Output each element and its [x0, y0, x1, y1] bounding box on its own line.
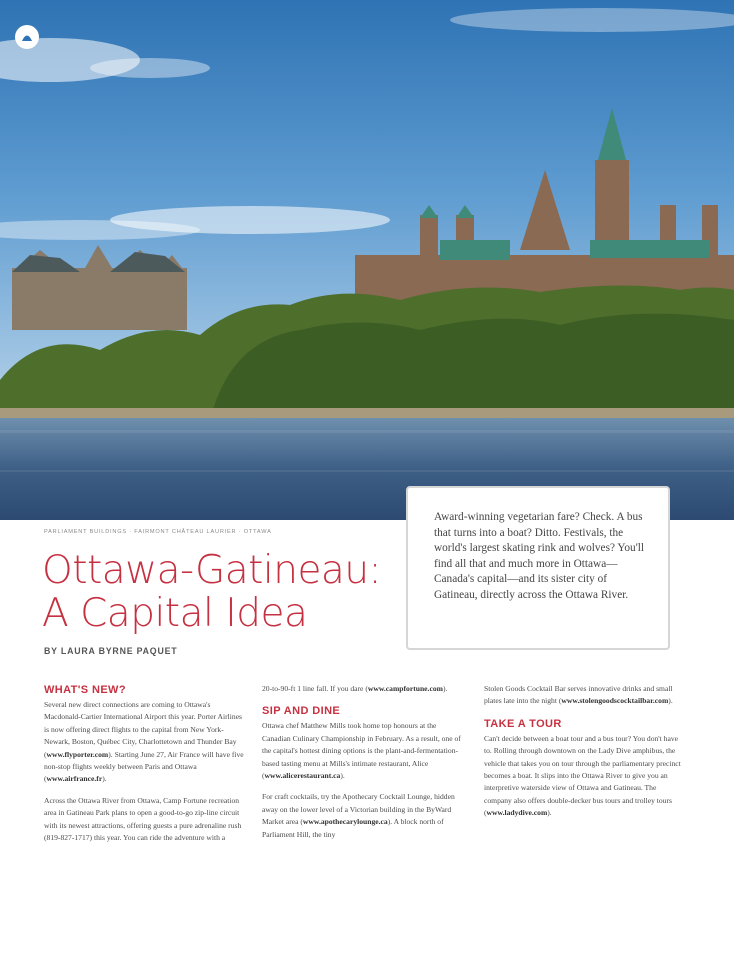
paragraph-text: Can't decide between a boat tour and a bus tour? You don't have to. Rolling through downtown on the Lady Dive amphibus, the vehicle that takes you on tour through the parliamentary precinct becomes a boat. It slips into the Ottawa River to give you an interpretive waterside view of Ottawa and Gatineau. The company also offers double-decker bus tours and trolley tours (: [484, 733, 681, 818]
link-alice[interactable]: www.alicerestaurant.ca: [264, 771, 341, 781]
intro-callout-text: Award-winning vegetarian fare? Check. A bus that turns into a boat? Ditto. Festivals, the world's largest skating rink and wolves? You'll find all that and much more in Ottawa—Canada's capital—and its sister city of Gatineau, directly across the Ottawa River.: [434, 511, 645, 601]
link-airfrance[interactable]: www.airfrance.fr: [46, 774, 103, 784]
byline: BY LAURA BYRNE PAQUET: [44, 646, 178, 656]
paragraph-text: Stolen Goods Cocktail Bar serves innovative drinks and small plates late into the night (: [484, 684, 673, 706]
column-1: [44, 683, 244, 853]
article-title-line1: Ottawa-Gatineau:: [42, 548, 382, 593]
link-flyporter[interactable]: www.flyporter.com: [46, 749, 109, 759]
link-stolengoods[interactable]: www.stolengoodscocktailbar.com: [561, 696, 669, 706]
section-heading-whats-new: WHAT'S NEW?: [44, 684, 126, 696]
article-title-line2: A Capital Idea: [42, 591, 308, 636]
paragraph: [484, 733, 684, 820]
paragraph-text: 20-to-90-ft 1 line fall. If you dare (: [262, 684, 368, 693]
link-campfortune[interactable]: www.campfortune.com: [367, 684, 443, 693]
paragraph: [44, 795, 244, 845]
paragraph: [262, 683, 462, 695]
section-heading-sip-and-dine: SIP AND DINE: [262, 705, 341, 718]
paragraph-text: ).: [102, 774, 107, 784]
paragraph: [262, 791, 462, 841]
paragraph-text: Across the Ottawa River from Ottawa, Camp Fortune recreation area in Gatineau Park plans to open a good-to-go zip-line circuit with its newest attractions, offering guests a pure adrenaline rush (819-827-1717) this year. You can ride the adventure with a: [44, 795, 242, 843]
article-title: [42, 549, 402, 635]
paragraph-text: ).: [547, 808, 552, 818]
paragraph: [262, 720, 462, 782]
photo-caption: PARLIAMENT BUILDINGS · FAIRMONT CHÂTEAU LAURIER · OTTAWA: [44, 529, 272, 535]
paragraph-text: For craft cocktails, try the Apothecary Cocktail Lounge, hidden away on the lower level of a Victorian building in the ByWard Market area (: [262, 792, 455, 827]
paragraph-text: ). Starting June 27, Air France will have five non-stop flights weekly between Paris and Ottawa (: [44, 749, 244, 784]
intro-callout: [406, 486, 670, 650]
column-3: [484, 683, 684, 829]
paragraph-text: ). A block north of Parliament Hill, the tiny: [262, 817, 444, 839]
paragraph-text: Ottawa chef Matthew Mills took home top honours at the Canadian Culinary Championship in February. As a result, one of the capital's hottest dining options is the plant-and-fermentation-based tasting menu at Mills's intimate restaurant, Alice (: [262, 721, 461, 781]
link-apothecary[interactable]: www.apothecarylounge.ca: [302, 817, 388, 827]
paragraph-text: ).: [668, 696, 673, 706]
paragraph-text: Several new direct connections are coming to Ottawa's Macdonald-Cartier International Airport this year. Porter Airlines is now offering direct flights to the capital from New York-Newark, Boston, Québec City, Charlottetown and Thunder Bay (: [44, 700, 243, 759]
paragraph: [44, 699, 244, 786]
paragraph: [484, 683, 684, 708]
section-heading-take-a-tour: TAKE A TOUR: [484, 717, 562, 730]
paragraph-text: ).: [340, 771, 345, 781]
publication-logo-icon: [14, 24, 40, 50]
link-ladydive[interactable]: www.ladydive.com: [486, 808, 548, 818]
paragraph-text: ).: [442, 684, 448, 693]
column-2: [262, 683, 462, 850]
